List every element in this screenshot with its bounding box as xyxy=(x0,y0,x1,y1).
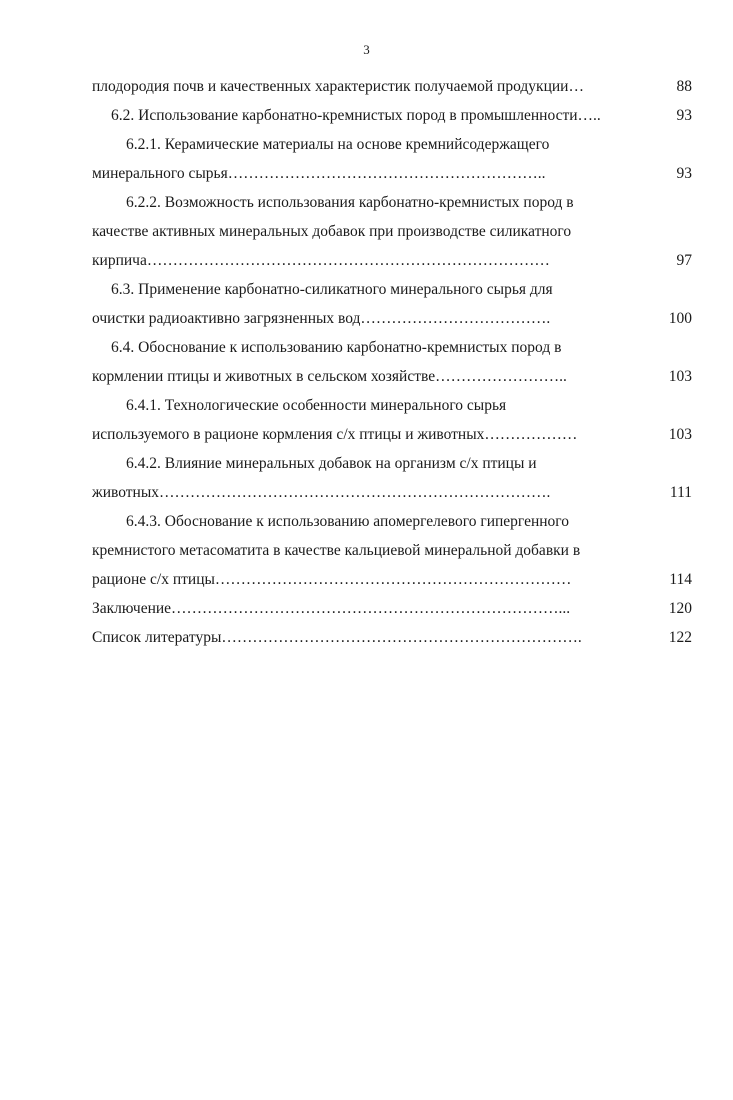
toc-line xyxy=(92,482,692,511)
toc-line xyxy=(92,221,692,250)
toc-line xyxy=(92,366,692,395)
toc-page-number: 111 xyxy=(669,484,692,501)
toc-page-number: 122 xyxy=(668,629,692,646)
toc-line xyxy=(92,569,692,598)
toc-entry-text: используемого в рационе кормления с/х птицы и животных……………… xyxy=(92,426,578,443)
toc-entry-text: кирпича…………………………………………………………………… xyxy=(92,252,550,269)
toc-line xyxy=(92,540,692,569)
page-number: 3 xyxy=(363,42,370,57)
toc-page-number: 103 xyxy=(668,426,692,443)
toc-page-number: 88 xyxy=(676,78,692,95)
toc-line xyxy=(92,453,692,482)
toc-line xyxy=(92,134,692,163)
toc-entry-text: 6.4.1. Технологические особенности минерального сырья xyxy=(126,397,507,414)
toc-line xyxy=(92,279,692,308)
toc-entry-text: кормлении птицы и животных в сельском хозяйстве…………………….. xyxy=(92,368,567,385)
table-of-contents xyxy=(92,76,692,656)
toc-entry-text: 6.4. Обоснование к использованию карбонатно-кремнистых пород в xyxy=(111,339,562,356)
toc-page-number: 93 xyxy=(676,107,692,124)
toc-line xyxy=(92,308,692,337)
toc-entry-text: плодородия почв и качественных характеристик получаемой продукции… xyxy=(92,78,584,95)
toc-line xyxy=(92,424,692,453)
toc-line xyxy=(92,511,692,540)
toc-line xyxy=(92,163,692,192)
toc-entry-text: 6.4.3. Обоснование к использованию апомергелевого гипергенного xyxy=(126,513,570,530)
toc-page-number: 103 xyxy=(668,368,692,385)
toc-page-number: 120 xyxy=(668,600,692,617)
toc-entry-text: животных…………………………………………………………………. xyxy=(92,484,551,501)
toc-entry-text: 6.2.2. Возможность использования карбонатно-кремнистых пород в xyxy=(126,194,574,211)
toc-entry-text: 6.2.1. Керамические материалы на основе кремнийсодержащего xyxy=(126,136,550,153)
toc-line xyxy=(92,250,692,279)
toc-page-number: 97 xyxy=(676,252,692,269)
toc-line xyxy=(92,627,692,656)
toc-entry-text: кремнистого метасоматита в качестве кальциевой минеральной добавки в xyxy=(92,542,581,559)
toc-entry-text: минерального сырья…………………………………………………….. xyxy=(92,165,546,182)
toc-entry-text: качестве активных минеральных добавок при производстве силикатного xyxy=(92,223,572,240)
toc-page-number: 100 xyxy=(668,310,692,327)
toc-entry-text: Список литературы……………………………………………………………. xyxy=(92,629,582,646)
toc-entry-text: 6.2. Использование карбонатно-кремнистых пород в промышленности….. xyxy=(111,107,601,124)
toc-entry-text: 6.4.2. Влияние минеральных добавок на организм с/х птицы и xyxy=(126,455,537,472)
toc-line xyxy=(92,337,692,366)
toc-line xyxy=(92,105,692,134)
toc-entry-text: 6.3. Применение карбонатно-силикатного минерального сырья для xyxy=(111,281,553,298)
toc-page-number: 114 xyxy=(669,571,692,588)
toc-page-number: 93 xyxy=(676,165,692,182)
toc-line xyxy=(92,76,692,105)
toc-line xyxy=(92,395,692,424)
toc-line xyxy=(92,192,692,221)
toc-entry-text: Заключение…………………………………………………………………... xyxy=(92,600,571,617)
toc-entry-text: рационе с/х птицы…………………………………………………………… xyxy=(92,571,572,588)
toc-line xyxy=(92,598,692,627)
toc-entry-text: очистки радиоактивно загрязненных вод………………………………. xyxy=(92,310,551,327)
